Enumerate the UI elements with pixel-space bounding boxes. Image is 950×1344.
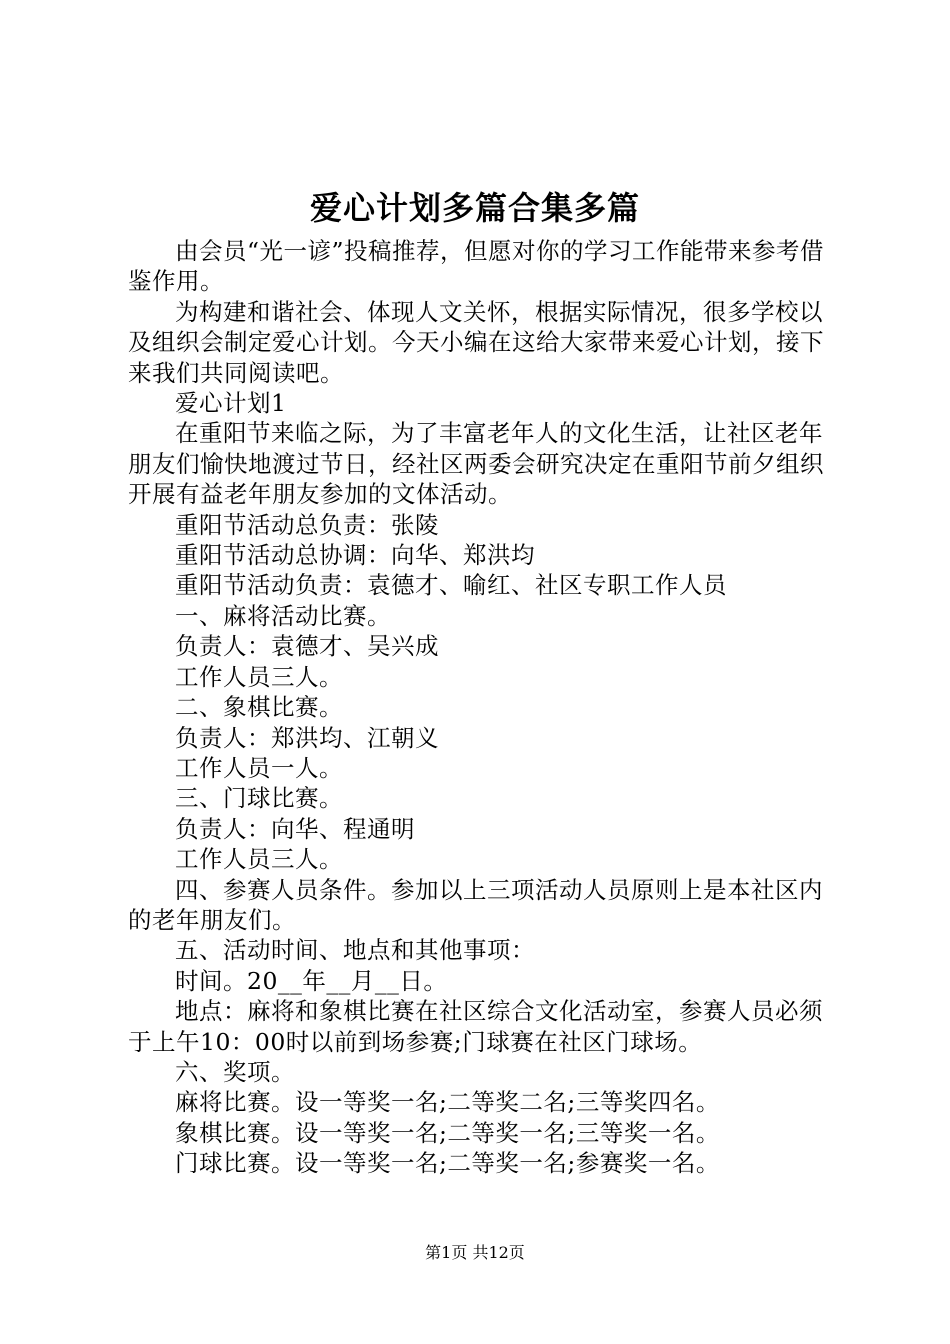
paragraph: 六、奖项。 (175, 1057, 295, 1086)
document-title: 爱心计划多篇合集多篇 (309, 189, 640, 227)
paragraph: 四、参赛人员条件。参加以上三项活动人员原则上是本社区内的老年朋友们。 (128, 875, 823, 934)
paragraph: 工作人员一人。 (175, 753, 343, 782)
paragraph: 二、象棋比赛。 (175, 693, 343, 722)
paragraph: 为构建和谐社会、体现人文关怀，根据实际情况，很多学校以及组织会制定爱心计划。今天小编在这给大家带来爱心计划，接下来我们共同阅读吧。 (128, 297, 824, 387)
paragraph: 象棋比赛。设一等奖一名;二等奖一名;三等奖一名。 (175, 1118, 720, 1147)
paragraph: 门球比赛。设一等奖一名;二等奖一名;参赛奖一名。 (175, 1149, 720, 1178)
paragraph: 负责人：郑洪均、江朝义 (175, 723, 439, 752)
paragraph: 重阳节活动总协调：向华、郑洪均 (175, 541, 535, 570)
paragraph: 三、门球比赛。 (175, 784, 343, 813)
paragraph: 负责人：向华、程通明 (175, 814, 415, 843)
paragraph: 重阳节活动负责：袁德才、喻红、社区专职工作人员 (175, 571, 727, 600)
page-footer: 第1页 共12页 (425, 1243, 525, 1262)
paragraph: 由会员“光一谚”投稿推荐，但愿对你的学习工作能带来参考借鉴作用。 (128, 237, 825, 296)
paragraph: 负责人：袁德才、吴兴成 (175, 632, 439, 661)
paragraph: 麻将比赛。设一等奖一名;二等奖二名;三等奖四名。 (175, 1088, 720, 1117)
paragraph: 一、麻将活动比赛。 (175, 601, 391, 630)
paragraph: 工作人员三人。 (175, 845, 343, 874)
paragraph: 地点：麻将和象棋比赛在社区综合文化活动室，参赛人员必须于上午10：00时以前到场参赛;门球赛在社区门球场。 (128, 997, 823, 1056)
paragraph: 时间。20__年__月__日。 (175, 966, 448, 995)
paragraph: 重阳节活动总负责：张陵 (175, 510, 439, 539)
document-body (128, 236, 834, 1179)
section-heading: 爱心计划1 (175, 389, 287, 418)
paragraph: 五、活动时间、地点和其他事项： (175, 936, 535, 965)
paragraph: 在重阳节来临之际，为了丰富老年人的文化生活，让社区老年朋友们愉快地渡过节日，经社区两委会研究决定在重阳节前夕组织开展有益老年朋友参加的文体活动。 (128, 419, 824, 509)
paragraph: 工作人员三人。 (175, 662, 343, 691)
